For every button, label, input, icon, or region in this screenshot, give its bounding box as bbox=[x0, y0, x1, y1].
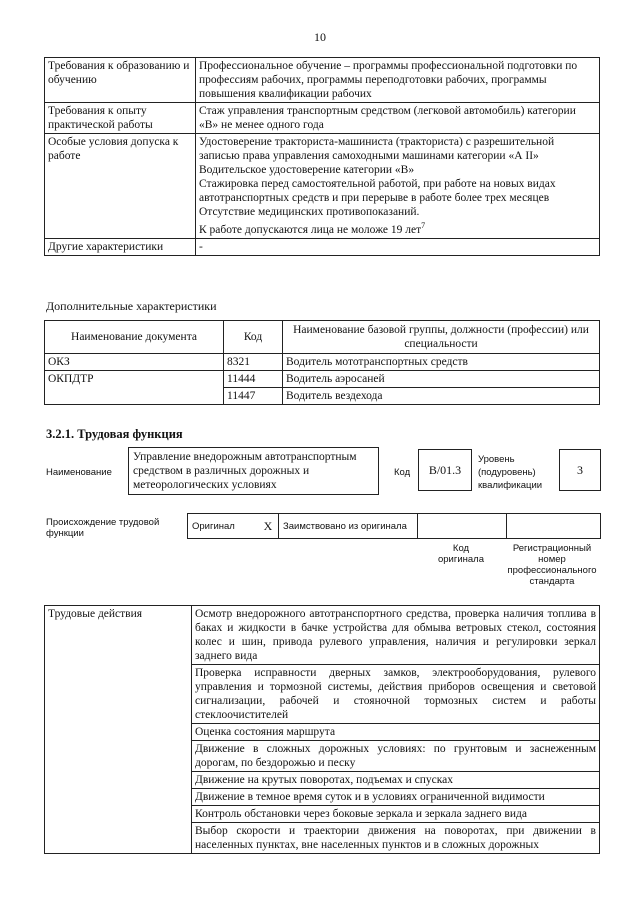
level-label: Уровень (подуровень) квалификации bbox=[478, 454, 543, 491]
origin-label: Происхождение трудовой функции bbox=[46, 517, 160, 539]
cell-code: 8321 bbox=[224, 354, 283, 371]
actions-label: Трудовые действия bbox=[45, 606, 192, 854]
action-item: Движение в сложных дорожных условиях: по грунтовым и заснеженным дорогам, по бездорожью и песку bbox=[192, 741, 600, 772]
action-item: Движение на крутых поворотах, подъемах и спусках bbox=[192, 772, 600, 789]
row-value bbox=[196, 134, 600, 239]
name-label: Наименование bbox=[46, 467, 112, 478]
borrowed-label: Заимствовано из оригинала bbox=[279, 514, 418, 539]
table-row bbox=[45, 371, 600, 388]
row-value: Стаж управления транспортным средством (легковой автомобиль) категории «В» не менее одного года bbox=[196, 103, 600, 134]
table-row bbox=[45, 103, 600, 134]
origin-table bbox=[187, 513, 601, 539]
cell-doc: ОКПДТР bbox=[45, 371, 224, 405]
section-label: Дополнительные характеристики bbox=[46, 299, 217, 313]
requirements-table bbox=[44, 57, 600, 256]
action-item: Осмотр внедорожного автотранспортного средства, проверка наличия топлива в баках и жидкости в бачке устройства для обмыва ветровых стекол, состояния колес и шин, привода рулевого управления, наличия и регулировки зеркал заднего вида bbox=[192, 606, 600, 665]
cell-doc: ОКЗ bbox=[45, 354, 224, 371]
footnote-mark: 7 bbox=[421, 221, 426, 230]
labor-actions-table bbox=[44, 605, 600, 854]
code-label: Код bbox=[394, 467, 411, 478]
function-code: B/01.3 bbox=[418, 449, 472, 491]
column-header: Код bbox=[224, 321, 283, 354]
function-title: 3.2.1. Трудовая функция bbox=[46, 427, 183, 441]
reg-number-cell bbox=[507, 514, 601, 539]
table-row bbox=[45, 354, 600, 371]
row-label: Особые условия допуска к работе bbox=[45, 134, 196, 239]
level-value: 3 bbox=[559, 449, 601, 491]
condition-line: Водительское удостоверение категории «В» bbox=[199, 164, 415, 176]
page-number: 10 bbox=[314, 30, 326, 44]
condition-line: Удостоверение тракториста-машиниста (тракториста) с разрешительной записью права управления самоходными машинами категории «А II» bbox=[199, 136, 555, 162]
action-item: Оценка состояния маршрута bbox=[192, 724, 600, 741]
cell-code: 11444 bbox=[224, 371, 283, 388]
condition-line bbox=[199, 219, 596, 237]
original-label: Оригинал bbox=[188, 514, 259, 539]
condition-line: Отсутствие медицинских противопоказаний. bbox=[199, 206, 420, 218]
code-original-cell bbox=[418, 514, 507, 539]
table-row bbox=[45, 134, 600, 239]
function-name: Управление внедорожным автотранспортным средством в различных дорожных и метеорологических условиях bbox=[128, 447, 379, 495]
row-label: Требования к опыту практической работы bbox=[45, 103, 196, 134]
table-row bbox=[45, 58, 600, 103]
column-header: Наименование базовой группы, должности (профессии) или специальности bbox=[283, 321, 600, 354]
table-row bbox=[45, 606, 600, 665]
reg-number-label: Регистрационный номер профессионального стандарта bbox=[507, 543, 597, 587]
column-header: Наименование документа bbox=[45, 321, 224, 354]
cell-code: 11447 bbox=[224, 388, 283, 405]
original-mark: Х bbox=[258, 514, 279, 539]
table-header-row bbox=[45, 321, 600, 354]
cell-name: Водитель вездехода bbox=[283, 388, 600, 405]
condition-text: К работе допускаются лица не моложе 19 лет bbox=[199, 223, 422, 236]
row-label: Требования к образованию и обучению bbox=[45, 58, 196, 103]
condition-line: Стажировка перед самостоятельной работой, при работе на новых видах автотранспортных средств и при перерыве в работе более трех месяцев bbox=[199, 178, 556, 204]
action-item: Проверка исправности дверных замков, электрооборудования, рулевого управления и тормозной системы, действия приборов освещения и световой сигнализации, рабочей и стояночной тормозных систем и работы стеклоочистителей bbox=[192, 665, 600, 724]
action-item: Выбор скорости и траектории движения на поворотах, при движении в населенных пунктах, вне населенных пунктов и в сложных дорожных bbox=[192, 823, 600, 854]
row-value: Профессиональное обучение – программы профессиональной подготовки по профессиям рабочих, программы переподготовки рабочих, программы повышения квалификации рабочих bbox=[196, 58, 600, 103]
table-row bbox=[188, 514, 601, 539]
cell-name: Водитель аэросаней bbox=[283, 371, 600, 388]
cell-name: Водитель мототранспортных средств bbox=[283, 354, 600, 371]
action-item: Движение в темное время суток и в условиях ограниченной видимости bbox=[192, 789, 600, 806]
action-item: Контроль обстановки через боковые зеркала и зеркала заднего вида bbox=[192, 806, 600, 823]
row-value: - bbox=[196, 238, 600, 255]
code-original-label: Код оригинала bbox=[437, 543, 484, 565]
table-row bbox=[45, 238, 600, 255]
additional-characteristics-table bbox=[44, 320, 600, 405]
row-label: Другие характеристики bbox=[45, 238, 196, 255]
